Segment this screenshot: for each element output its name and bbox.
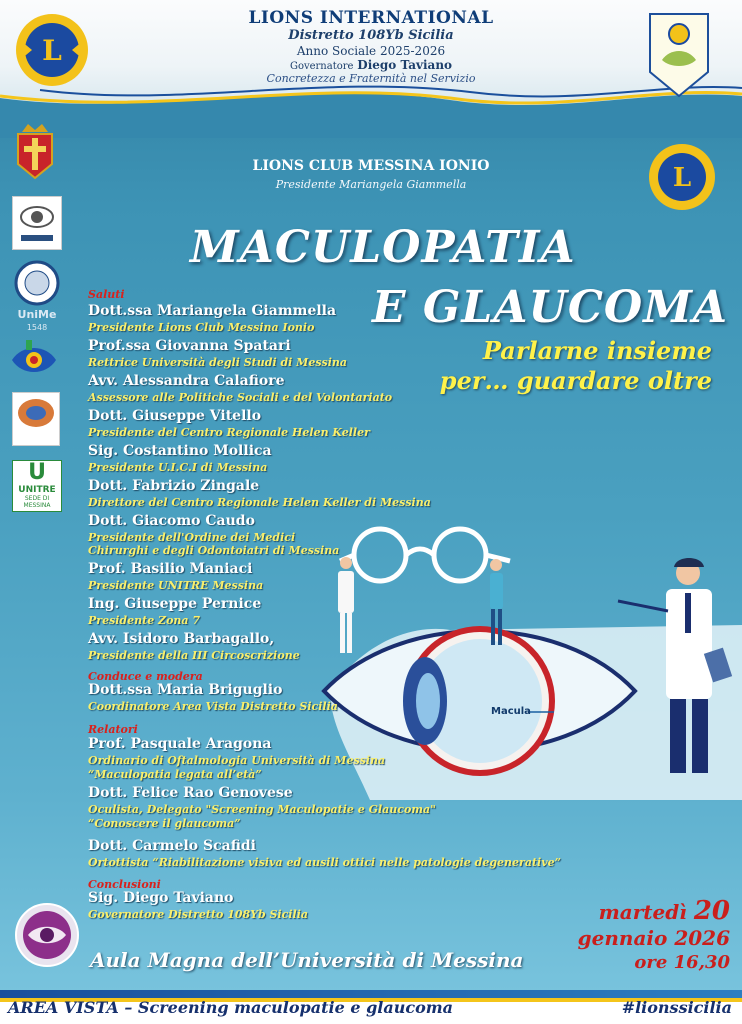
saluti-name: Dott.ssa Mariangela Giammella: [88, 303, 337, 319]
unime-label: UniMe: [17, 308, 57, 321]
saluti-name: Avv. Alessandra Calafiore: [88, 373, 285, 389]
footer-left-text: AREA VISTA – Screening maculopatie e glaucoma: [8, 998, 454, 1017]
event-daynum: 20: [693, 896, 730, 926]
relatore-role: Oculista, Delegato "Screening Maculopatie e Glaucoma": [88, 803, 436, 816]
saluti-name: Prof.ssa Giovanna Spatari: [88, 338, 291, 354]
governor-line: [0, 58, 742, 72]
saluti-name: Prof. Basilio Maniaci: [88, 561, 253, 577]
district-name: Distretto 108Yb Sicilia: [288, 28, 454, 43]
event-monthyear: gennaio 2026: [577, 926, 730, 950]
saluti-name: Avv. Isidoro Barbagallo,: [88, 631, 275, 647]
relatore-talk: “Conoscere il glaucoma”: [88, 817, 241, 830]
event-day: martedì: [598, 900, 687, 924]
helen-keller-logo: [12, 196, 62, 250]
uici-logo: [8, 338, 60, 382]
saluti-role: Presidente della III Circoscrizione: [88, 649, 300, 662]
unitre-logo: U UNITRE SEDE DI MESSINA: [12, 460, 62, 512]
governor-label: Governatore: [289, 61, 354, 72]
venue: Aula Magna dell’Università di Messina: [90, 948, 524, 972]
saluti-role: Presidente U.I.C.I di Messina: [88, 461, 268, 474]
saluti-role: Assessore alle Politiche Sociali e del Volontariato: [88, 391, 393, 404]
eye-icon: [13, 197, 61, 249]
unitre-sub: SEDE DI MESSINA: [23, 495, 51, 509]
relatore-role: Ortottista “Riabilitazione visiva ed ausili ottici nelle patologie degenerative”: [88, 856, 561, 869]
relatore-name: Dott. Felice Rao Genovese: [88, 785, 293, 801]
org-name: LIONS INTERNATIONAL: [248, 8, 494, 28]
relatore-role: Ordinario di Oftalmologia Università di Messina: [88, 754, 386, 767]
hands-icon: [13, 393, 59, 445]
svg-text:L: L: [42, 34, 62, 67]
footer-stripe: [0, 990, 742, 998]
title-line2: E GLAUCOMA: [372, 282, 729, 333]
saluti-role: Presidente dell'Ordine dei Medici: [88, 531, 296, 544]
event-date-line: [599, 896, 730, 926]
moderator-role: Coordinatore Area Vista Distretto Sicilia: [88, 700, 338, 713]
saluti-role: Presidente Zona 7: [88, 614, 201, 627]
doctor-left-figure: [338, 557, 354, 653]
saluti-role: Presidente del Centro Regionale Helen Keller: [88, 426, 370, 439]
relatore-name: Prof. Pasquale Aragona: [88, 736, 272, 752]
motto: Concretezza e Fraternità nel Servizio: [266, 72, 476, 85]
saluti-role: Presidente UNITRE Messina: [88, 579, 264, 592]
section-saluti: Saluti: [88, 288, 125, 301]
club-president: Presidente Mariangela Giammella: [275, 178, 467, 191]
footer-hashtag: #lionssicilia: [621, 998, 732, 1017]
macula-label: Macula: [491, 706, 531, 717]
saluti-role: Presidente Lions Club Messina Ionio: [88, 321, 315, 334]
saluti-role: Rettrice Università degli Studi di Messina: [88, 356, 348, 369]
saluti-role-cont: Chirurghi e degli Odontoiatri di Messina: [88, 544, 340, 557]
header-wave-decoration: [0, 78, 742, 138]
relatore-talk: “Maculopatia legata all’età”: [88, 768, 262, 781]
title-line1: MACULOPATIA: [190, 222, 576, 273]
saluti-role: Direttore del Centro Regionale Helen Keller di Messina: [88, 496, 431, 509]
governor-name: Diego Taviano: [357, 58, 453, 72]
conclusioni-name: Sig. Diego Taviano: [88, 890, 234, 906]
saluti-name: Dott. Giacomo Caudo: [88, 513, 255, 529]
area-vista-eye-icon: [14, 902, 80, 968]
unitre-label: UNITRE: [18, 485, 56, 495]
svg-text:L: L: [672, 163, 692, 193]
subtitle-line1: Parlarne insieme: [482, 336, 712, 365]
relatore-name: Dott. Carmelo Scafidi: [88, 838, 256, 854]
unime-year: 1548: [26, 323, 48, 332]
moderator-name: Dott.ssa Maria Briguglio: [88, 682, 283, 698]
subtitle-line2: per… guardare oltre: [439, 366, 712, 395]
section-conduce: Conduce e modera: [88, 670, 203, 683]
lions-club-messina-ionio-logo: [645, 140, 719, 214]
section-conclusioni: Conclusioni: [88, 878, 161, 891]
saluti-name: Dott. Giuseppe Vitello: [88, 408, 262, 424]
event-time: ore 16,30: [634, 952, 730, 973]
conclusioni-role: Governatore Distretto 108Yb Sicilia: [88, 908, 309, 921]
saluti-name: Ing. Giuseppe Pernice: [88, 596, 262, 612]
club-name: LIONS CLUB MESSINA IONIO: [252, 158, 490, 174]
helen-keller-center-logo: [12, 392, 60, 446]
saluti-name: Dott. Fabrizio Zingale: [88, 478, 260, 494]
saluti-name: Sig. Costantino Mollica: [88, 443, 272, 459]
unime-seal-logo: [14, 260, 60, 306]
social-year: Anno Sociale 2025-2026: [296, 44, 446, 58]
section-relatori: Relatori: [88, 723, 138, 736]
